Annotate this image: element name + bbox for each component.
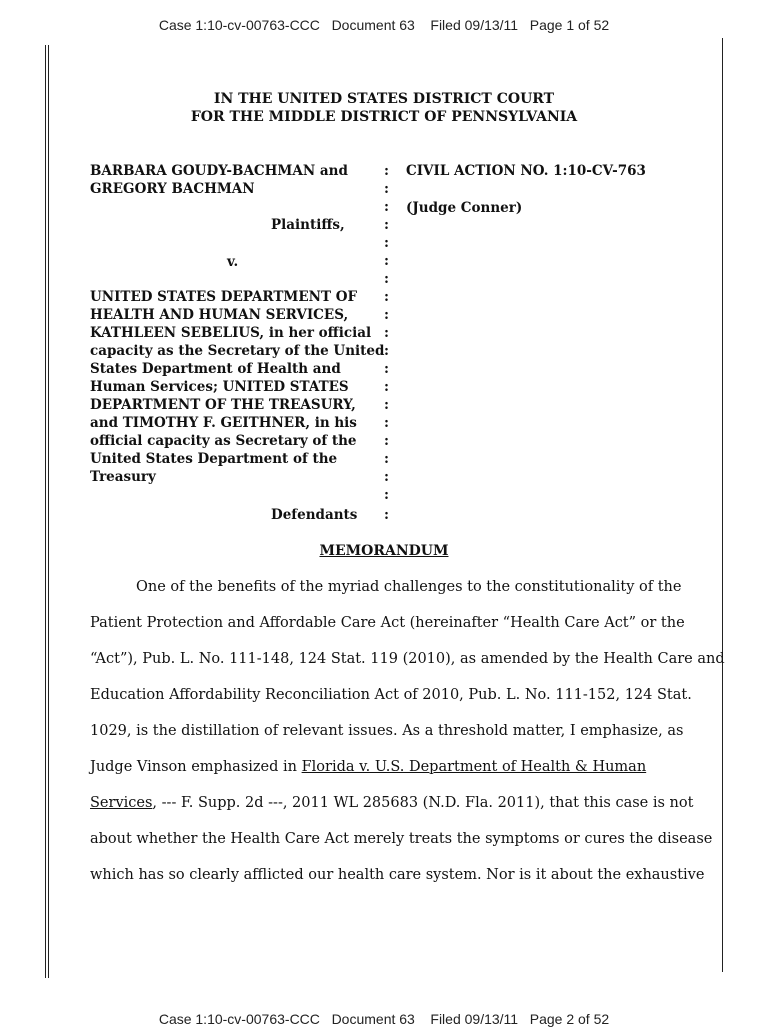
body-line: Education Affordability Reconciliation Act of 2010, Pub. L. No. 111-152, 124 Stat.: [90, 687, 692, 703]
plaintiff-name-line: BARBARA GOUDY-BACHMAN and: [90, 163, 348, 179]
caption-colon: :: [384, 163, 389, 179]
memorandum-title: MEMORANDUM: [319, 543, 449, 559]
caption-colon: :: [384, 235, 389, 251]
body-line: One of the benefits of the myriad challenges to the constitutionality of the: [136, 579, 682, 595]
court-name-line2: FOR THE MIDDLE DISTRICT OF PENNSYLVANIA: [190, 109, 578, 125]
body-line: which has so clearly afflicted our health care system. Nor is it about the exhaustive: [90, 867, 705, 883]
body-line: about whether the Health Care Act merely treats the symptoms or cures the disease: [90, 831, 713, 847]
defendant-name-line: capacity as the Secretary of the United: [90, 343, 385, 359]
defendant-name-line: UNITED STATES DEPARTMENT OF: [90, 289, 358, 305]
body-line: [90, 759, 646, 775]
caption-colon: :: [384, 181, 389, 197]
left-margin-rule: [45, 45, 46, 978]
caption-colon: :: [384, 451, 389, 467]
caption-colon: :: [384, 507, 389, 523]
caption-colon: :: [384, 307, 389, 323]
left-margin-rule-inner: [48, 45, 49, 978]
defendant-name-line: HEALTH AND HUMAN SERVICES,: [90, 307, 349, 323]
case-citation: Florida v. U.S. Department of Health & Human: [301, 759, 647, 775]
body-line: “Act”), Pub. L. No. 111-148, 124 Stat. 119 (2010), as amended by the Health Care and: [90, 651, 725, 667]
caption-colon: :: [384, 433, 389, 449]
page-header: Case 1:10-cv-00763-CCC Document 63 Filed 09/13/11 Page 1 of 52: [158, 17, 610, 33]
caption-colon: :: [384, 343, 389, 359]
caption-colon: :: [384, 253, 389, 269]
civil-action-number: CIVIL ACTION NO. 1:10-CV-763: [406, 163, 646, 179]
defendant-name-line: United States Department of the: [90, 451, 338, 467]
defendant-name-line: States Department of Health and: [90, 361, 341, 377]
body-line: 1029, is the distillation of relevant issues. As a threshold matter, I emphasize, as: [90, 723, 684, 739]
defendants-label: Defendants: [271, 507, 358, 523]
right-margin-rule: [722, 38, 723, 972]
caption-colon: :: [384, 379, 389, 395]
body-text: , --- F. Supp. 2d ---, 2011 WL 285683 (N.D. Fla. 2011), that this case is not: [152, 795, 694, 811]
defendant-name-line: KATHLEEN SEBELIUS, in her official: [90, 325, 372, 341]
defendant-name-line: official capacity as Secretary of the: [90, 433, 357, 449]
next-page-header: Case 1:10-cv-00763-CCC Document 63 Filed 09/13/11 Page 2 of 52: [158, 1011, 610, 1027]
judge-name: (Judge Conner): [406, 200, 523, 216]
plaintiff-name-line: GREGORY BACHMAN: [90, 181, 255, 197]
caption-colon: :: [384, 289, 389, 305]
versus-label: v.: [227, 254, 239, 270]
caption-colon: :: [384, 415, 389, 431]
caption-colon: :: [384, 271, 389, 287]
caption-colon: :: [384, 199, 389, 215]
body-line: [90, 795, 693, 811]
caption-colon: :: [384, 487, 389, 503]
body-text: Judge Vinson emphasized in: [90, 759, 302, 775]
defendant-name-line: DEPARTMENT OF THE TREASURY,: [90, 397, 356, 413]
court-name-line1: IN THE UNITED STATES DISTRICT COURT: [213, 91, 555, 107]
defendant-name-line: and TIMOTHY F. GEITHNER, in his: [90, 415, 357, 431]
caption-colon: :: [384, 325, 389, 341]
caption-colon: :: [384, 469, 389, 485]
case-citation: Services: [90, 795, 153, 811]
defendant-name-line: Treasury: [90, 469, 156, 485]
caption-colon: :: [384, 361, 389, 377]
caption-colon: :: [384, 217, 389, 233]
caption-colon: :: [384, 397, 389, 413]
defendant-name-line: Human Services; UNITED STATES: [90, 379, 349, 395]
body-line: Patient Protection and Affordable Care Act (hereinafter “Health Care Act” or the: [90, 615, 685, 631]
plaintiffs-label: Plaintiffs,: [271, 217, 345, 233]
